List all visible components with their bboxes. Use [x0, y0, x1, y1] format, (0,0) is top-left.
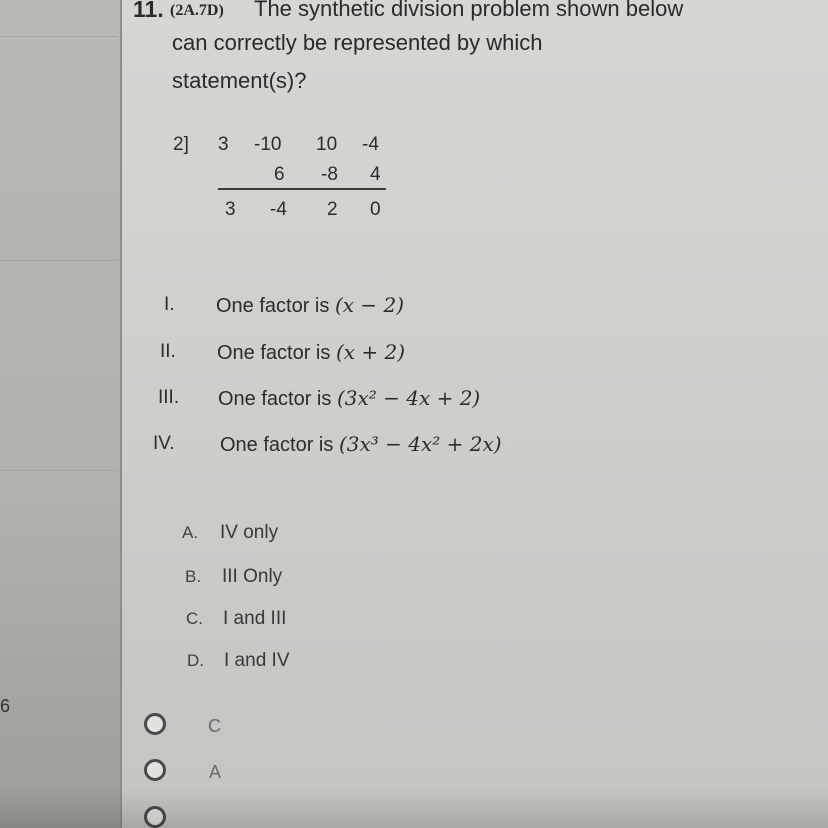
option-text: I and IV	[224, 650, 290, 671]
edge-number: 6	[0, 696, 11, 716]
option-text: III Only	[222, 566, 283, 587]
option-text: I and III	[223, 608, 287, 629]
statement-text	[218, 386, 480, 411]
divisor: 2]	[173, 134, 189, 155]
edge-divider	[0, 470, 118, 471]
syn-row3-cell: 3	[225, 199, 236, 220]
syn-row1-cell: -4	[362, 134, 379, 155]
option-letter: B.	[185, 567, 202, 586]
question-text-line3: statement(s)?	[172, 68, 307, 93]
division-rule	[218, 188, 386, 190]
statement-text	[220, 432, 502, 457]
option-letter: A.	[182, 523, 199, 542]
edge-divider	[0, 36, 118, 37]
answer-radio-button[interactable]	[144, 713, 166, 735]
syn-row3-cell: 0	[370, 199, 381, 220]
statement-prefix: One factor is	[216, 295, 335, 317]
syn-row2-cell: 4	[370, 164, 381, 185]
statement-expression: (3x³ − 4x² + 2x)	[338, 432, 502, 456]
option-text: IV only	[220, 522, 279, 543]
answer-radio-label[interactable]: C	[208, 716, 221, 736]
syn-row3-cell: -4	[270, 199, 287, 220]
syn-row1-cell: -10	[254, 134, 282, 155]
edge-divider	[0, 610, 118, 611]
question-code: (2A.7D)	[170, 2, 224, 19]
statement-numeral: III.	[158, 387, 180, 408]
syn-row1-cell: 10	[316, 134, 338, 155]
statement-prefix: One factor is	[220, 434, 339, 456]
statement-text	[216, 293, 404, 318]
answer-radio-button[interactable]	[144, 759, 166, 781]
statement-prefix: One factor is	[218, 388, 337, 410]
question-text-line1: The synthetic division problem shown below	[254, 0, 684, 21]
statement-expression: (x + 2)	[335, 340, 406, 364]
question-number: 11.	[133, 0, 164, 22]
left-window-edge	[0, 0, 122, 828]
option-letter: C.	[186, 609, 203, 628]
bottom-shadow	[0, 788, 828, 828]
syn-row1-cell: 3	[218, 134, 229, 155]
answer-radio-label[interactable]: A	[209, 762, 222, 782]
syn-row2-cell: -8	[321, 164, 338, 185]
statement-expression: (x − 2)	[334, 293, 405, 317]
statement-expression: (3x² − 4x + 2)	[336, 386, 481, 410]
question-text-line2: can correctly be represented by which	[172, 30, 543, 55]
statement-numeral: I.	[164, 294, 175, 315]
edge-divider	[0, 260, 118, 261]
syn-row2-cell: 6	[274, 164, 285, 185]
option-letter: D.	[187, 651, 204, 670]
statement-numeral: II.	[160, 341, 176, 362]
syn-row3-cell: 2	[327, 199, 338, 220]
statement-prefix: One factor is	[217, 342, 336, 364]
statement-text	[217, 340, 405, 365]
statement-numeral: IV.	[153, 433, 175, 454]
